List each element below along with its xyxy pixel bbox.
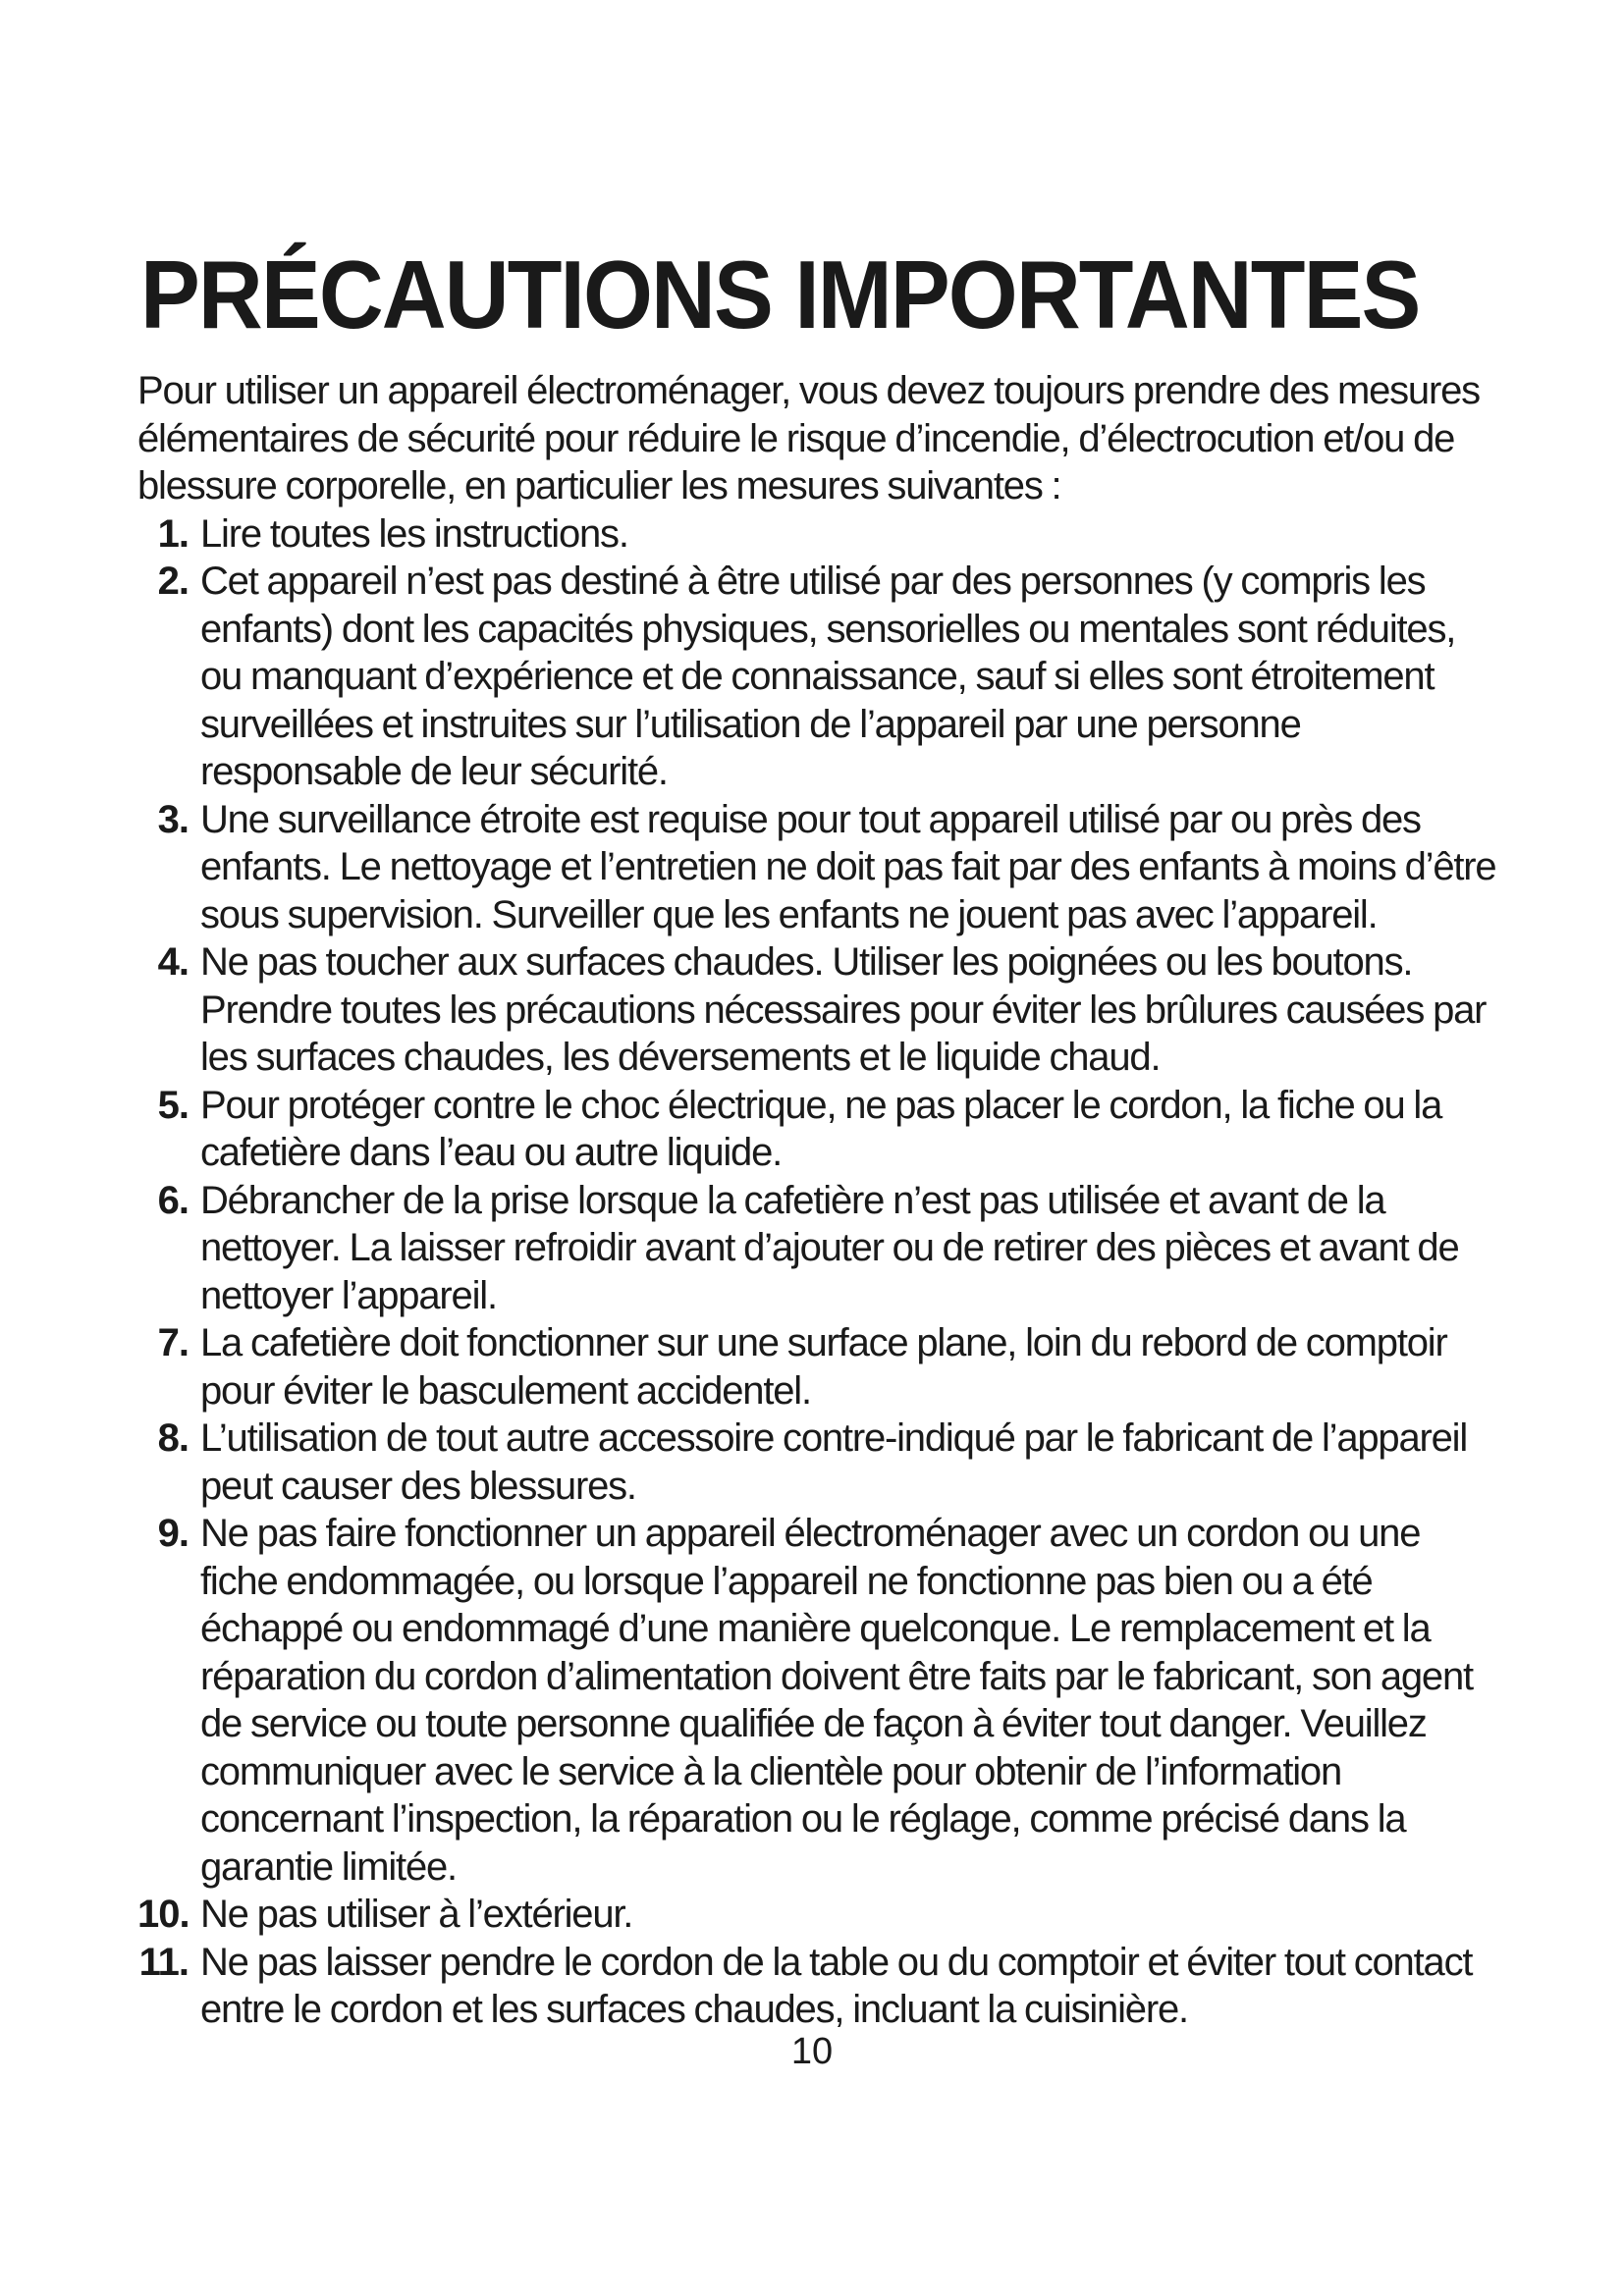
list-item: [137, 1415, 1502, 1510]
item-text: Ne pas faire fonctionner un appareil électroménager avec un cordon ou une fiche endommagée, ou lorsque l’appareil ne fonctionne pas bien ou a été échappé ou endommagé d’une manière quelconque. Le remplacement et la réparation du cordon d’alimentation doivent être faits par le fabricant, son agent de service ou toute personne qualifiée de façon à éviter tout danger. Veuillez communiquer avec le service à la clientèle pour obtenir de l’information concernant l’inspection, la réparation ou le réglage, comme précisé dans la garantie limitée.: [200, 1512, 1473, 1889]
item-text: Débrancher de la prise lorsque la cafetière n’est pas utilisée et avant de la nettoyer. La laisser refroidir avant d’ajouter ou de retirer des pièces et avant de nettoyer l’appareil.: [200, 1178, 1459, 1317]
item-number: 8.: [157, 1416, 189, 1460]
precautions-list: [137, 510, 1502, 2034]
list-item: [137, 510, 1502, 559]
item-text: Cet appareil n’est pas destiné à être utilisé par des personnes (y compris les enfants) dont les capacités physiques, sensorielles ou mentales sont réduites, ou manquant d’expérience et de connaissance, sauf si elles sont étroitement surveillées et instruites sur l’utilisation de l’appareil par une personne responsable de leur sécurité.: [200, 560, 1456, 793]
list-item: [137, 1319, 1502, 1415]
item-number: 5.: [157, 1083, 189, 1127]
list-item: [137, 1939, 1502, 2034]
list-item: [137, 1891, 1502, 1939]
item-number: 3.: [157, 797, 189, 841]
item-number: 7.: [157, 1321, 189, 1364]
safety-content: [137, 367, 1502, 2034]
list-item: [137, 1177, 1502, 1320]
intro-paragraph: Pour utiliser un appareil électroménager, vous devez toujours prendre des mesures élémentaires de sécurité pour réduire le risque d’incendie, d’électrocution et/ou de blessure corporelle, en particulier les mesures suivantes :: [137, 369, 1480, 507]
item-text: La cafetière doit fonctionner sur une surface plane, loin du rebord de comptoir pour éviter le basculement accidentel.: [200, 1321, 1447, 1413]
page-title: PRÉCAUTIONS IMPORTANTES: [140, 240, 1420, 348]
list-item: [137, 938, 1502, 1082]
item-text: L’utilisation de tout autre accessoire contre-indiqué par le fabricant de l’appareil peut causer des blessures.: [200, 1416, 1468, 1508]
list-item: [137, 1510, 1502, 1891]
item-number: 6.: [157, 1178, 189, 1222]
item-text: Lire toutes les instructions.: [200, 511, 628, 556]
list-item: [137, 558, 1502, 796]
item-text: Ne pas laisser pendre le cordon de la table ou du comptoir et éviter tout contact entre le cordon et les surfaces chaudes, incluant la cuisinière.: [200, 1940, 1473, 2031]
page-number: 10: [790, 2031, 834, 2072]
item-number: 2.: [157, 560, 189, 603]
item-number: 11.: [138, 1940, 189, 1984]
item-number: 4.: [157, 940, 189, 984]
item-text: Ne pas utiliser à l’extérieur.: [200, 1893, 633, 1936]
item-number: 9.: [157, 1512, 189, 1555]
item-text: Ne pas toucher aux surfaces chaudes. Utiliser les poignées ou les boutons. Prendre toutes les précautions nécessaires pour éviter les brûlures causées par les surfaces chaudes, les déversements et le liquide chaud.: [200, 940, 1487, 1079]
item-text: Pour protéger contre le choc électrique, ne pas placer le cordon, la fiche ou la cafetière dans l’eau ou autre liquide.: [200, 1083, 1442, 1174]
item-text: Une surveillance étroite est requise pour tout appareil utilisé par ou près des enfants. Le nettoyage et l’entretien ne doit pas fait par des enfants à moins d’être sous supervision. Surveiller que les enfants ne jouent pas avec l’appareil.: [200, 797, 1496, 936]
list-item: [137, 1082, 1502, 1177]
list-item: [137, 796, 1502, 939]
item-number: 1.: [157, 511, 189, 556]
item-number: 10.: [137, 1893, 189, 1936]
